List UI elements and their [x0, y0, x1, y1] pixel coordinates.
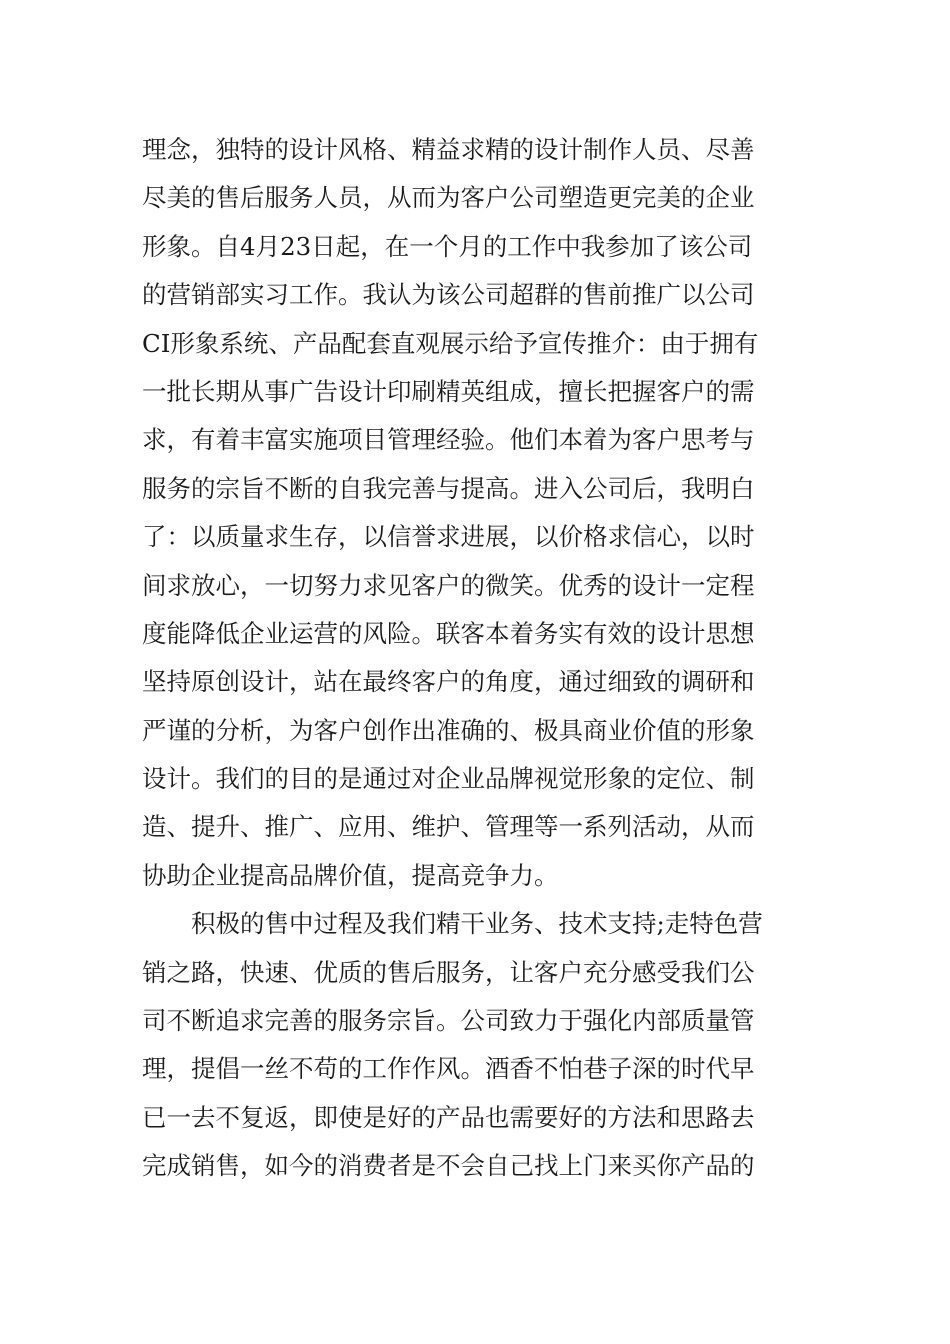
text-line: 一批长期从事广告设计印刷精英组成，擅长把握客户的需 — [142, 376, 755, 406]
text-line: 度能降低企业运营的风险。联客本着务实有效的设计思想 — [142, 618, 755, 648]
text-line: 协助企业提高品牌价值，提高竞争力。 — [142, 860, 559, 890]
text-line: 求，有着丰富实施项目管理经验。他们本着为客户思考与 — [142, 425, 755, 455]
text-line: 严谨的分析，为客户创作出准确的、极具商业价值的形象 — [142, 715, 755, 745]
text-line: 已一去不复返，即使是好的产品也需要好的方法和思路去 — [142, 1102, 755, 1132]
text-line: 尽美的售后服务人员，从而为客户公司塑造更完美的企业 — [142, 183, 755, 213]
text-line: 坚持原创设计，站在最终客户的角度，通过细致的调研和 — [142, 667, 755, 697]
text-line: 理念，独特的设计风格、精益求精的设计制作人员、尽善 — [142, 135, 755, 164]
text-line: 理，提倡一丝不苟的工作作风。酒香不怕巷子深的时代早 — [142, 1054, 755, 1084]
text-line: 间求放心，一切努力求见客户的微笑。优秀的设计一定程 — [142, 570, 755, 600]
text-line: 设计。我们的目的是通过对企业品牌视觉形象的定位、制 — [142, 764, 755, 794]
text-line: CI形象系统、产品配套直观展示给予宣传推介：由于拥有 — [142, 328, 759, 358]
paragraph-first-line: 积极的售中过程及我们精干业务、技术支持;走特色营 — [191, 909, 763, 939]
text-line: 造、提升、推广、应用、维护、管理等一系列活动，从而 — [142, 812, 755, 842]
text-line: 完成销售，如今的消费者是不会自己找上门来买你产品的 — [142, 1151, 755, 1181]
text-line: 销之路，快速、优质的售后服务，让客户充分感受我们公 — [142, 957, 755, 987]
text-line: 服务的宗旨不断的自我完善与提高。进入公司后，我明白 — [142, 473, 755, 503]
text-line: 的营销部实习工作。我认为该公司超群的售前推广以公司 — [142, 280, 755, 310]
document-body — [142, 126, 812, 1191]
text-line: 形象。自4月23日起，在一个月的工作中我参加了该公司 — [142, 231, 753, 261]
text-line: 司不断追求完善的服务宗旨。公司致力于强化内部质量管 — [142, 1006, 755, 1036]
text-line: 了：以质量求生存，以信誉求进展，以价格求信心，以时 — [142, 522, 755, 552]
